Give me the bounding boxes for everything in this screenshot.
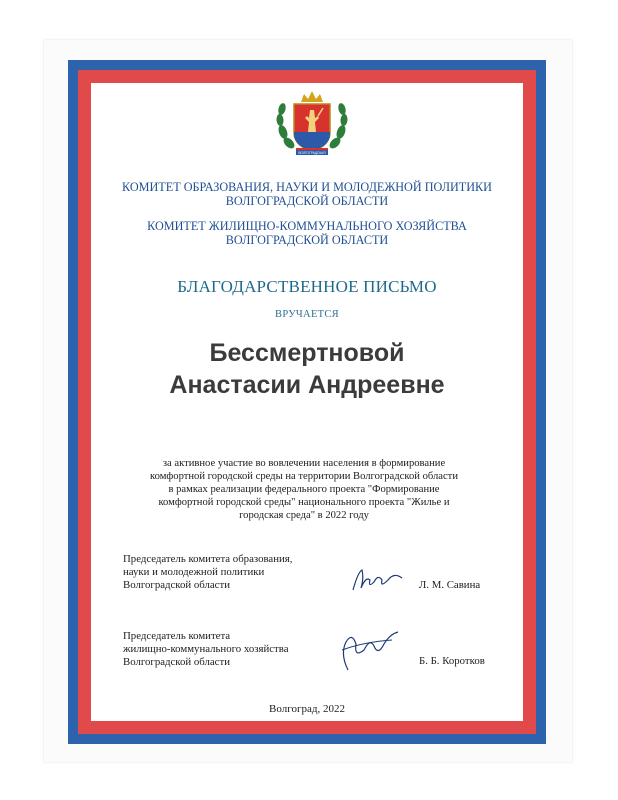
signatory-2-title (123, 630, 289, 669)
citation-line: городская среда" в 2022 году (239, 510, 369, 521)
org2-line2: ВОЛГОГРАДСКОЙ ОБЛАСТИ (225, 233, 389, 247)
signatory-title-line: науки и молодежной политики (123, 566, 265, 578)
signatory-title-line: Волгоградской области (123, 656, 230, 668)
recipient-surname: Бессмертновой (209, 339, 405, 367)
signatory-1-title (123, 553, 292, 592)
svg-text:ВОЛГОГРАДСКАЯ: ВОЛГОГРАДСКАЯ (298, 151, 326, 155)
certificate-body (91, 83, 523, 721)
signatory-title-line: Председатель комитета образования, (123, 553, 293, 565)
volgograd-coat-of-arms-icon (271, 88, 353, 162)
signatory-title-line: Председатель комитета (123, 630, 231, 642)
place-and-date: Волгоград, 2022 (269, 703, 345, 715)
org1-line2: ВОЛГОГРАДСКОЙ ОБЛАСТИ (225, 194, 389, 208)
citation-line: в рамках реализации федерального проекта "Формирование (168, 484, 440, 495)
certificate-subtitle: ВРУЧАЕТСЯ (275, 309, 339, 320)
citation-line: за активное участие во вовлечении населения в формирование (162, 458, 446, 469)
organization-2 (91, 219, 523, 247)
signature-korotkov (334, 624, 404, 674)
certificate-title: БЛАГОДАРСТВЕННОЕ ПИСЬМО (177, 277, 437, 296)
signatory-2-name: Б. Б. Коротков (419, 655, 485, 667)
org1-line1: КОМИТЕТ ОБРАЗОВАНИЯ, НАУКИ И МОЛОДЕЖНОЙ ПОЛИТИКИ (122, 180, 492, 194)
signatory-1-name: Л. М. Савина (419, 579, 481, 591)
recipient-given-names: Анастасии Андреевне (169, 371, 445, 399)
citation-text (141, 457, 467, 522)
org2-line1: КОМИТЕТ ЖИЛИЩНО-КОММУНАЛЬНОГО ХОЗЯЙСТВА (147, 219, 467, 233)
signatory-title-line: Волгоградской области (123, 579, 230, 591)
signature-savina (350, 566, 410, 594)
organization-1 (91, 180, 523, 208)
signatory-title-line: жилищно-коммунального хозяйства (123, 643, 289, 655)
citation-line: комфортной городской среды на территории Волгоградской области (150, 471, 458, 482)
citation-line: комфортной городской среды" национального проекта "Жилье и (158, 497, 450, 508)
